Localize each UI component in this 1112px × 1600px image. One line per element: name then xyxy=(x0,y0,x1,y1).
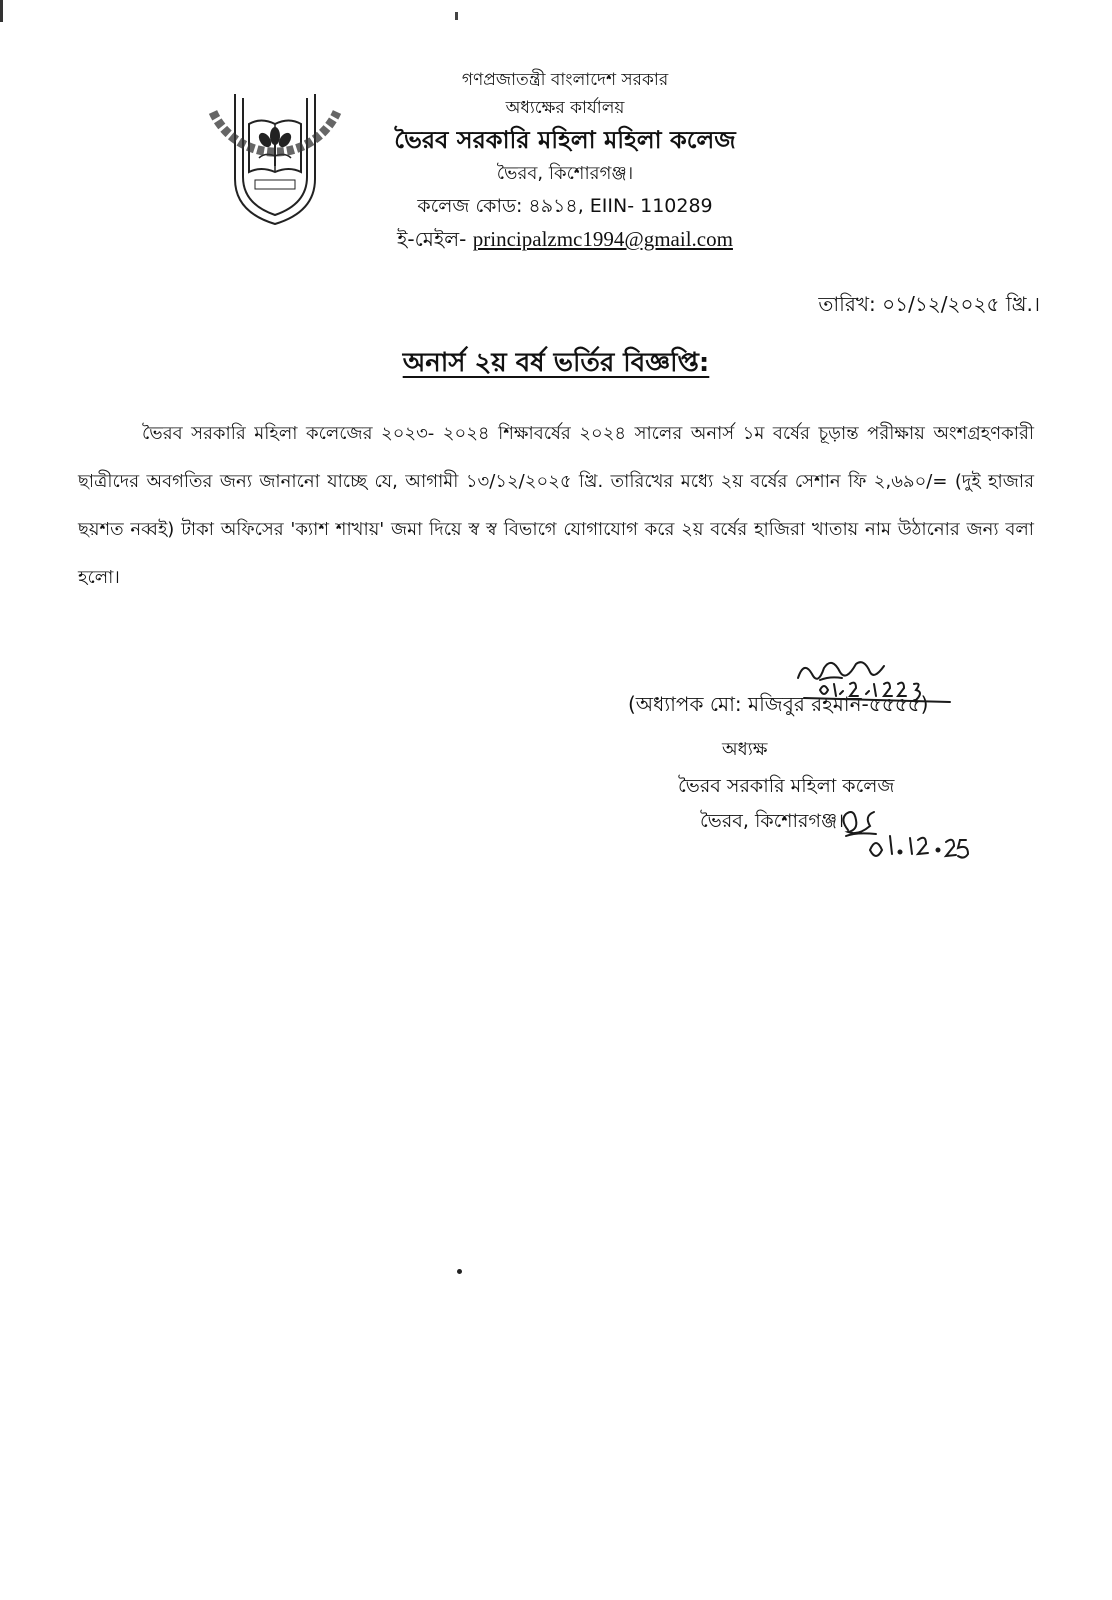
email-label: ই-মেইল- xyxy=(397,227,467,251)
principal-name: (অধ্যাপক মো: মজিবুর রহমান-৫৫৫৫) xyxy=(628,692,929,716)
scan-dust-mark xyxy=(455,12,458,20)
notice-title-text: অনার্স ২য় বর্ষ ভর্তির বিজ্ঞপ্তি: xyxy=(402,348,710,378)
college-location: ভৈরব, কিশোরগঞ্জ। xyxy=(496,163,634,184)
notice-body-text: ভৈরব সরকারি মহিলা কলেজের ২০২৩- ২০২৪ শিক্ষাবর্ষের ২০২৪ সালের অনার্স ১ম বর্ষের চূড়ান্ত পরীক্ষায় অংশগ্রহণকারী ছাত্রীদের অবগতির জন্য জানানো যাচ্ছে যে, আগামী ১৩/১২/২০২৫ খ্রি. তারিখের মধ্যে ২য় বর্ষের সেশান ফি ২,৬৯০/= (দুই হাজার ছয়শত নব্বই) টাকা অফিসের 'ক্যাশ শাখায়' জমা দিয়ে স্ব স্ব বিভাগে যোগাযোগ করে ২য় বর্ষের হাজিরা খাতায় নাম উঠানোর জন্য বলা হলো। xyxy=(78,423,1034,588)
letterhead xyxy=(355,66,775,256)
signature-place: ভৈরব, কিশোরগঞ্জ। xyxy=(700,810,844,832)
notice-body xyxy=(78,410,1034,602)
scan-edge-mark xyxy=(0,0,3,22)
email-line xyxy=(355,222,775,256)
notice-title xyxy=(0,342,1112,386)
signature-college: ভৈরব সরকারি মহিলা কলেজ xyxy=(678,775,895,797)
office-name: অধ্যক্ষের কার্যালয় xyxy=(505,98,625,118)
scan-dust-dot xyxy=(457,1269,462,1274)
college-name: ভৈরব সরকারি মহিলা মহিলা কলেজ xyxy=(394,126,736,154)
handwritten-signature xyxy=(760,650,1040,890)
college-logo xyxy=(195,84,355,244)
notice-date: তারিখ: ০১/১২/২০২৫ খ্রি.। xyxy=(818,292,1040,316)
government-name: গণপ্রজাতন্ত্রী বাংলাদেশ সরকার xyxy=(461,70,669,90)
email-address: principalzmc1994@gmail.com xyxy=(472,227,733,251)
principal-designation: অধ্যক্ষ xyxy=(722,739,768,760)
college-code: কলেজ কোড: ৪৯১৪, EIIN- 110289 xyxy=(417,195,713,217)
